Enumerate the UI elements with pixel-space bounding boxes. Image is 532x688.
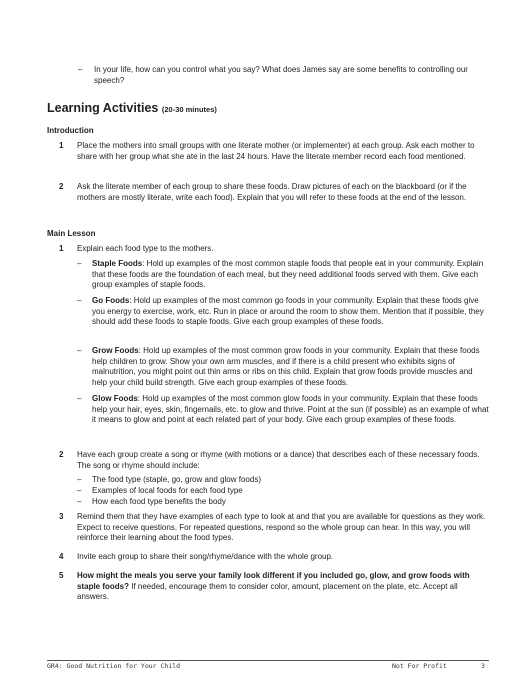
main-lesson-step-1: 1 Explain each food type to the mothers. — [59, 244, 214, 253]
footer-label: Not For Profit — [392, 662, 447, 670]
glow-foods-bullet: – Glow Foods: Hold up examples of the most common glow foods in your community. Explain that these foods help your hair, eyes, skin, fingernails, etc. to glow and thrive. Point at the sun (if possible) as an example of what it means to glow and point at each related part of your body. Give each group examples of these foods. — [77, 394, 489, 424]
main-lesson-step-2: 2 Have each group create a song or rhyme (with motions or a dance) that describes each of these necessary foods. The song or rhyme should include: — [59, 450, 480, 470]
introduction-heading: Introduction — [47, 126, 94, 135]
section-duration: (20-30 minutes) — [161, 105, 217, 114]
go-foods-bullet: – Go Foods: Hold up examples of the most common go foods in your community. Explain that these foods give you energy to exercise, work, etc. Run in place or around the room to show them. Mention that if possible, they should add these foods to staple foods. Give each group examples of these foods. — [77, 296, 484, 326]
staple-foods-bullet: – Staple Foods: Hold up examples of the most common staple foods that people eat in your community. Explain that these foods are the foundation of each meal, but they need additional foods served with them. Give each group examples of staple foods. — [77, 259, 484, 289]
section-title: Learning Activities (20-30 minutes) — [47, 101, 217, 115]
introduction-step-2: 2 Ask the literate member of each group to share these foods. Draw pictures of each on the blackboard (or if the mothers are mostly literate, write each food). Explain that you will refer to these foods at the end of the lesson. — [59, 182, 467, 202]
main-lesson-step-3: 3 Remind them that they have examples of each type to look at and that you are available for questions as they work. Expect to receive questions. For repeated questions, respond so the whole group can hear. In this way, you will reinforce their learning about the food types. — [59, 512, 486, 542]
discussion-question: In your life, how can you control what you say? What does James say are some benefits to controlling our speech? — [94, 65, 468, 85]
main-lesson-step-5: 5 How might the meals you serve your family look different if you included go, glow, and grow foods with staple foods? If needed, encourage them to consider color, amount, placement on the plate, etc. Accept all answers. — [59, 571, 470, 601]
page-number: 3 — [481, 662, 485, 670]
footer-divider — [47, 660, 489, 661]
footer-title: GR4: Good Nutrition for Your Child — [47, 662, 181, 670]
main-lesson-step-4: 4 Invite each group to share their song/rhyme/dance with the whole group. — [59, 552, 334, 561]
song-requirement-item: – How each food type benefits the body — [77, 497, 226, 506]
main-lesson-heading: Main Lesson — [47, 229, 96, 238]
introduction-step-1: 1 Place the mothers into small groups with one literate mother (or implementer) at each group. Ask each mother to share with her group what she ate in the last 24 hours. Have the literate member record each food mentioned. — [59, 141, 475, 161]
grow-foods-bullet: – Grow Foods: Hold up examples of the most common grow foods in your community. Explain that these foods help children to grow. Show your own arm muscles, and if there is a child present who exhibits signs of malnutrition, you might point out thin arms or ribs on this child. Explain that grow foods provide muscles and help your child build strength. Give each group examples of these foods. — [77, 346, 480, 387]
song-requirement-item: – The food type (staple, go, grow and glow foods) — [77, 475, 261, 484]
dash-marker: – — [78, 65, 83, 74]
song-requirement-item: – Examples of local foods for each food type — [77, 486, 243, 495]
